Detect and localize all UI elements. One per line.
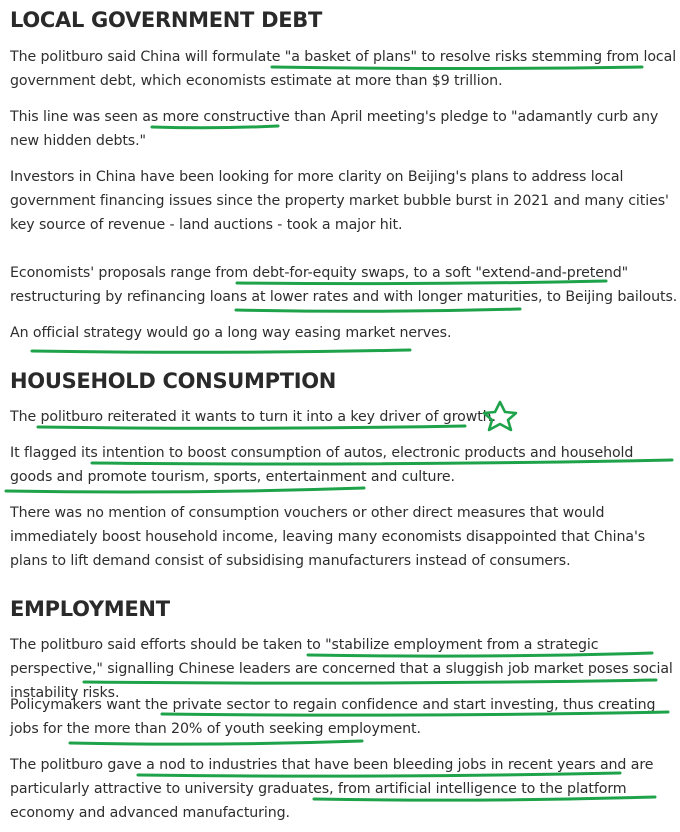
paragraph: The politburo gave a nod to industries that have been bleeding jobs in recent years and are particularly attractive to university graduates, from artificial intelligence to the platform economy and advanced manufacturing. [10, 757, 654, 821]
paragraph: This line was seen as more constructive than April meeting's pledge to "adamantly curb any new hidden debts." [10, 109, 659, 149]
paragraph: There was no mention of consumption vouchers or other direct measures that would immediately boost household income, leaving many economists disappointed that China's plans to lift demand consist of subsidising manufacturers instead of consumers. [10, 505, 646, 569]
paragraph: It flagged its intention to boost consumption of autos, electronic products and household goods and promote tourism, sports, entertainment and culture. [10, 445, 634, 485]
paragraph: An official strategy would go a long way easing market nerves. [10, 325, 452, 341]
paragraph: Economists' proposals range from debt-for-equity swaps, to a soft "extend-and-pretend" restructuring by refinancing loans at lower rates and with longer maturities, to Beijing bailouts. [10, 265, 678, 305]
underline-mark [236, 309, 520, 311]
paragraph: The politburo reiterated it wants to turn it into a key driver of growth. [10, 409, 496, 425]
section-heading-local-government-debt: LOCAL GOVERNMENT DEBT [10, 8, 322, 32]
paragraph: Investors in China have been looking for more clarity on Beijing's plans to address local government financing issues since the property market bubble burst in 2021 and many cities' key source of revenue - land auctions - took a major hit. [10, 169, 669, 233]
paragraph: The politburo said efforts should be taken to "stabilize employment from a strategic perspective," signalling Chinese leaders are concerned that a sluggish job market poses social instability risks. [10, 637, 673, 701]
underline-mark [70, 741, 362, 744]
section-heading-household-consumption: HOUSEHOLD CONSUMPTION [10, 369, 337, 393]
paragraph: The politburo said China will formulate "a basket of plans" to resolve risks stemming from local government debt, which economists estimate at more than $9 trillion. [10, 49, 677, 89]
underline-mark [32, 350, 410, 352]
section-heading-employment: EMPLOYMENT [10, 597, 170, 621]
paragraph: Policymakers want the private sector to regain confidence and start investing, thus creating jobs for the more than 20% of youth seeking employment. [10, 697, 656, 737]
